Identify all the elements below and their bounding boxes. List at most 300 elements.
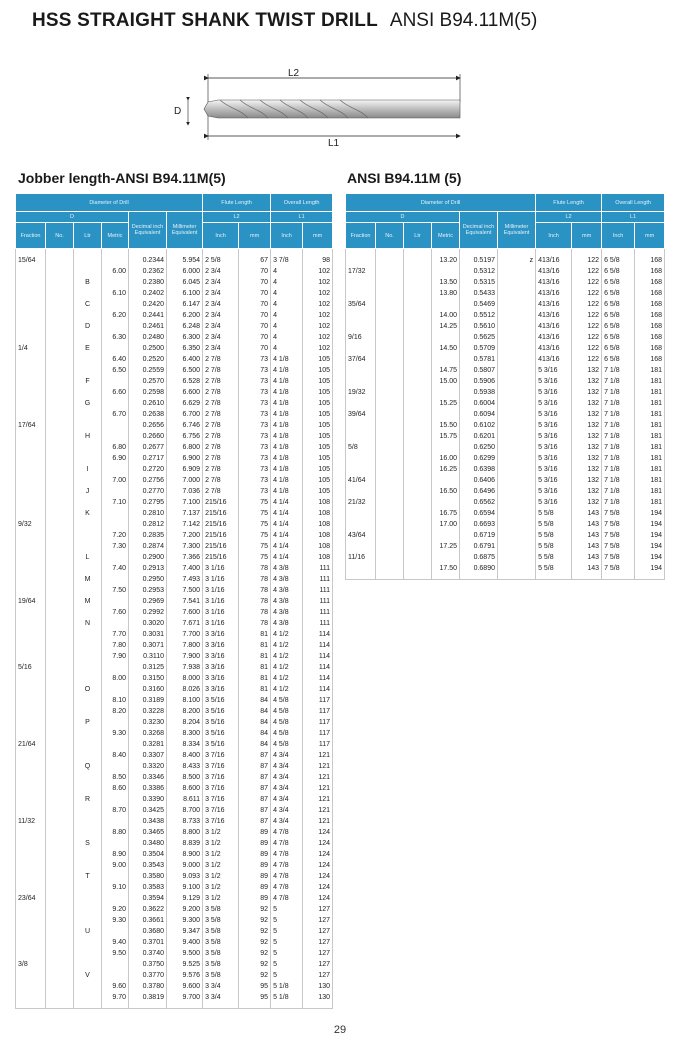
table-row — [16, 761, 333, 772]
mm-equivalent-cell — [498, 310, 536, 321]
decimal-cell: 0.2570 — [129, 376, 167, 387]
mm-equivalent-cell: 7.000 — [167, 475, 203, 486]
overall-mm-cell: 168 — [635, 321, 665, 332]
fraction-cell — [16, 541, 46, 552]
flute-mm-cell: 132 — [572, 453, 602, 464]
mm-equivalent-cell: 8.400 — [167, 750, 203, 761]
metric-cell — [102, 893, 129, 904]
overall-mm-cell: 121 — [303, 816, 333, 827]
letter-cell — [74, 651, 102, 662]
overall-mm-cell: 114 — [303, 629, 333, 640]
number-cell — [376, 288, 404, 299]
metric-cell — [102, 970, 129, 981]
decimal-cell: 0.5433 — [460, 288, 498, 299]
table-row — [16, 860, 333, 871]
table-row — [346, 398, 665, 409]
decimal-cell: 0.5610 — [460, 321, 498, 332]
letter-cell — [74, 607, 102, 618]
decimal-cell: 0.2950 — [129, 574, 167, 585]
decimal-cell: 0.3125 — [129, 662, 167, 673]
table-row — [16, 816, 333, 827]
decimal-cell: 0.6719 — [460, 530, 498, 541]
flute-inch-cell: 5 5/8 — [536, 563, 572, 574]
number-cell — [46, 684, 74, 695]
fraction-cell — [16, 772, 46, 783]
overall-inch-cell: 4 1/2 — [271, 651, 303, 662]
overall-mm-cell: 181 — [635, 420, 665, 431]
decimal-cell: 0.3770 — [129, 970, 167, 981]
table-row — [16, 508, 333, 519]
flute-inch-cell: 3 3/16 — [203, 662, 239, 673]
mm-equivalent-cell: 7.137 — [167, 508, 203, 519]
table-row — [346, 365, 665, 376]
overall-mm-cell: 105 — [303, 409, 333, 420]
fraction-cell — [16, 607, 46, 618]
letter-cell: L — [74, 552, 102, 563]
flute-mm-cell: 87 — [239, 783, 271, 794]
metric-cell: 14.75 — [432, 365, 460, 376]
mm-equivalent-cell: 6.800 — [167, 442, 203, 453]
flute-mm-cell: 70 — [239, 299, 271, 310]
mm-equivalent-cell: 8.800 — [167, 827, 203, 838]
flute-mm-cell: 73 — [239, 365, 271, 376]
letter-cell — [404, 343, 432, 354]
letter-cell — [74, 805, 102, 816]
drill-diagram — [160, 62, 500, 152]
flute-mm-cell: 132 — [572, 497, 602, 508]
mm-equivalent-cell — [498, 431, 536, 442]
metric-cell — [102, 761, 129, 772]
flute-inch-cell: 5 5/8 — [536, 530, 572, 541]
overall-mm-cell: 181 — [635, 486, 665, 497]
mm-equivalent-cell: 9.129 — [167, 893, 203, 904]
mm-equivalent-cell — [498, 277, 536, 288]
overall-inch-cell: 4 5/8 — [271, 739, 303, 750]
overall-mm-cell: 114 — [303, 640, 333, 651]
decimal-cell: 0.6094 — [460, 409, 498, 420]
metric-cell: 7.20 — [102, 530, 129, 541]
overall-mm-cell: 124 — [303, 838, 333, 849]
number-cell — [46, 277, 74, 288]
decimal-cell: 0.6890 — [460, 563, 498, 574]
mm-equivalent-cell: 6.350 — [167, 343, 203, 354]
letter-cell — [74, 420, 102, 431]
overall-mm-cell: 127 — [303, 937, 333, 948]
flute-mm-cell: 87 — [239, 816, 271, 827]
number-cell — [46, 442, 74, 453]
decimal-cell: 0.2756 — [129, 475, 167, 486]
flute-mm-cell: 84 — [239, 717, 271, 728]
fraction-cell — [16, 629, 46, 640]
fraction-cell — [346, 343, 376, 354]
table-row — [16, 530, 333, 541]
fraction-cell — [16, 805, 46, 816]
number-cell — [46, 706, 74, 717]
decimal-cell: 0.2461 — [129, 321, 167, 332]
metric-cell — [102, 420, 129, 431]
overall-inch-cell: 4 3/8 — [271, 563, 303, 574]
fraction-cell — [346, 541, 376, 552]
number-cell — [376, 475, 404, 486]
flute-length-header: Flute Length — [536, 194, 602, 212]
letter-cell — [74, 266, 102, 277]
table-row — [346, 376, 665, 387]
flute-inch-cell: 3 5/8 — [203, 970, 239, 981]
table-row — [16, 288, 333, 299]
number-cell — [46, 640, 74, 651]
overall-inch-cell: 4 1/2 — [271, 684, 303, 695]
flute-mm-cell: 70 — [239, 288, 271, 299]
decimal-cell: 0.3438 — [129, 816, 167, 827]
overall-inch-cell: 7 1/8 — [602, 453, 635, 464]
metric-cell: 9.30 — [102, 915, 129, 926]
number-cell — [46, 288, 74, 299]
metric-cell: 13.80 — [432, 288, 460, 299]
mm-equivalent-cell: 9.525 — [167, 959, 203, 970]
flute-inch-cell: 3 5/16 — [203, 739, 239, 750]
decimal-cell: 0.2598 — [129, 387, 167, 398]
flute-mm-cell: 92 — [239, 915, 271, 926]
flute-inch-cell: 3 5/8 — [203, 926, 239, 937]
number-cell — [376, 255, 404, 266]
metric-cell: 16.50 — [432, 486, 460, 497]
table-row — [16, 431, 333, 442]
mm-equivalent-cell — [498, 288, 536, 299]
number-cell — [46, 937, 74, 948]
table-row — [346, 354, 665, 365]
flute-mm-cell: 75 — [239, 519, 271, 530]
overall-mm-cell: 102 — [303, 266, 333, 277]
flute-inch-cell: 413/16 — [536, 266, 572, 277]
flute-mm-cell: 84 — [239, 728, 271, 739]
flute-inch-cell: 2 7/8 — [203, 398, 239, 409]
mm-equivalent-cell: 9.700 — [167, 992, 203, 1003]
metric-cell: 14.25 — [432, 321, 460, 332]
flute-mm-cell: 143 — [572, 541, 602, 552]
table-row — [16, 266, 333, 277]
metric-cell: 7.80 — [102, 640, 129, 651]
flute-inch-cell: 3 5/8 — [203, 915, 239, 926]
fraction-cell — [16, 552, 46, 563]
decimal-cell: 0.3622 — [129, 904, 167, 915]
overall-inch-cell: 4 3/4 — [271, 783, 303, 794]
flute-mm-cell: 81 — [239, 662, 271, 673]
mm-equivalent-cell: 6.528 — [167, 376, 203, 387]
flute-inch-cell: 3 7/16 — [203, 761, 239, 772]
flute-mm-cell: 89 — [239, 893, 271, 904]
overall-inch-cell: 4 1/4 — [271, 530, 303, 541]
table-row — [16, 398, 333, 409]
decimal-cell: 0.2900 — [129, 552, 167, 563]
overall-mm-cell: 105 — [303, 453, 333, 464]
overall-inch-cell: 3 7/8 — [271, 255, 303, 266]
decimal-cell: 0.2660 — [129, 431, 167, 442]
decimal-cell: 0.6594 — [460, 508, 498, 519]
overall-mm-cell: 194 — [635, 519, 665, 530]
table-row — [16, 662, 333, 673]
letter-cell — [74, 310, 102, 321]
metric-cell: 14.50 — [432, 343, 460, 354]
mm-equivalent-cell: 8.500 — [167, 772, 203, 783]
mm-equivalent-header: Millimeter Equivalent — [498, 212, 536, 249]
overall-inch-cell: 4 5/8 — [271, 717, 303, 728]
overall-inch-cell: 7 5/8 — [602, 530, 635, 541]
letter-cell — [404, 420, 432, 431]
overall-mm-cell: 124 — [303, 882, 333, 893]
mm-equivalent-cell: 7.500 — [167, 585, 203, 596]
number-cell — [376, 453, 404, 464]
flute-mm-cell: 122 — [572, 288, 602, 299]
flute-mm-cell: 70 — [239, 310, 271, 321]
flute-mm-cell: 78 — [239, 585, 271, 596]
mm-equivalent-cell: 6.147 — [167, 299, 203, 310]
metric-header: Metric — [102, 223, 129, 249]
overall-mm-cell: 194 — [635, 563, 665, 574]
flute-mm-cell: 73 — [239, 376, 271, 387]
fraction-cell — [16, 508, 46, 519]
overall-inch-cell: 4 1/8 — [271, 475, 303, 486]
mm-equivalent-cell — [498, 497, 536, 508]
overall-mm-cell: 181 — [635, 365, 665, 376]
mm-equivalent-cell: 9.600 — [167, 981, 203, 992]
overall-mm-cell: 108 — [303, 552, 333, 563]
table-row — [346, 299, 665, 310]
flute-length-header: Flute Length — [203, 194, 271, 212]
number-cell — [46, 849, 74, 860]
mm-equivalent-cell: 7.800 — [167, 640, 203, 651]
overall-inch-cell: 6 5/8 — [602, 288, 635, 299]
overall-mm-cell: 168 — [635, 277, 665, 288]
flute-inch-cell: 5 3/16 — [536, 409, 572, 420]
flute-mm-cell: 132 — [572, 464, 602, 475]
table-row — [346, 255, 665, 266]
overall-inch-cell: 4 1/4 — [271, 497, 303, 508]
metric-cell: 7.00 — [102, 475, 129, 486]
number-cell — [46, 299, 74, 310]
overall-mm-cell: 168 — [635, 332, 665, 343]
flute-inch-cell: 3 5/8 — [203, 948, 239, 959]
metric-cell — [432, 497, 460, 508]
letter-cell: M — [74, 574, 102, 585]
ansi-table — [345, 193, 665, 580]
diagram-label-l1: L1 — [328, 138, 340, 149]
overall-inch-cell: 4 1/4 — [271, 508, 303, 519]
table-row — [346, 420, 665, 431]
metric-cell — [102, 662, 129, 673]
mm-equivalent-cell: 7.938 — [167, 662, 203, 673]
decimal-cell: 0.5469 — [460, 299, 498, 310]
decimal-cell: 0.5807 — [460, 365, 498, 376]
flute-mm-cell: 75 — [239, 508, 271, 519]
letter-cell — [404, 310, 432, 321]
overall-inch-cell: 4 1/8 — [271, 376, 303, 387]
fraction-cell: 17/64 — [16, 420, 46, 431]
fraction-cell — [16, 321, 46, 332]
mm-equivalent-cell: 6.746 — [167, 420, 203, 431]
number-cell — [376, 431, 404, 442]
flute-inch-cell: 2 7/8 — [203, 420, 239, 431]
table-row — [16, 596, 333, 607]
number-cell — [376, 420, 404, 431]
mm-equivalent-cell: 6.600 — [167, 387, 203, 398]
letter-cell — [404, 288, 432, 299]
spacer-row — [346, 574, 665, 580]
metric-cell: 8.40 — [102, 750, 129, 761]
metric-cell: 6.30 — [102, 332, 129, 343]
decimal-cell: 0.5197 — [460, 255, 498, 266]
flute-mm-cell: 87 — [239, 805, 271, 816]
number-cell — [46, 365, 74, 376]
decimal-header: Decimal inch Equivalent — [129, 212, 167, 249]
mm-equivalent-cell: 9.100 — [167, 882, 203, 893]
letter-cell — [74, 739, 102, 750]
flute-mm-header: mm — [239, 223, 271, 249]
overall-inch-cell: 4 3/4 — [271, 772, 303, 783]
flute-mm-cell: 143 — [572, 552, 602, 563]
flute-mm-cell: 87 — [239, 794, 271, 805]
flute-inch-cell: 2 5/8 — [203, 255, 239, 266]
mm-equivalent-cell: 6.100 — [167, 288, 203, 299]
fraction-cell — [16, 497, 46, 508]
letter-cell — [74, 563, 102, 574]
flute-mm-cell: 89 — [239, 827, 271, 838]
decimal-cell: 0.3580 — [129, 871, 167, 882]
overall-mm-cell: 114 — [303, 662, 333, 673]
mm-equivalent-cell: 7.200 — [167, 530, 203, 541]
table-row — [16, 970, 333, 981]
metric-cell: 8.60 — [102, 783, 129, 794]
overall-mm-cell: 124 — [303, 849, 333, 860]
mm-equivalent-cell: 8.000 — [167, 673, 203, 684]
letter-cell: F — [74, 376, 102, 387]
number-cell — [376, 541, 404, 552]
decimal-cell: 0.2362 — [129, 266, 167, 277]
flute-mm-cell: 87 — [239, 761, 271, 772]
metric-cell — [102, 959, 129, 970]
decimal-cell: 0.3819 — [129, 992, 167, 1003]
page-number: 29 — [333, 1024, 347, 1036]
letter-cell — [74, 475, 102, 486]
flute-mm-cell: 92 — [239, 959, 271, 970]
overall-mm-cell: 168 — [635, 354, 665, 365]
decimal-cell: 0.3189 — [129, 695, 167, 706]
fraction-cell: 37/64 — [346, 354, 376, 365]
flute-inch-cell: 5 3/16 — [536, 442, 572, 453]
overall-inch-cell: 4 3/8 — [271, 618, 303, 629]
letter-cell — [74, 849, 102, 860]
number-cell — [376, 497, 404, 508]
mm-equivalent-cell — [498, 420, 536, 431]
fraction-cell — [16, 838, 46, 849]
overall-inch-cell: 4 5/8 — [271, 695, 303, 706]
overall-mm-cell: 102 — [303, 299, 333, 310]
number-cell — [46, 948, 74, 959]
overall-inch-cell: 4 7/8 — [271, 871, 303, 882]
mm-equivalent-cell: 6.200 — [167, 310, 203, 321]
table-row — [16, 728, 333, 739]
flute-mm-cell: 73 — [239, 453, 271, 464]
mm-equivalent-cell — [498, 519, 536, 530]
overall-mm-cell: 105 — [303, 431, 333, 442]
number-cell — [46, 728, 74, 739]
metric-cell — [432, 266, 460, 277]
table-row — [16, 497, 333, 508]
letter-cell — [74, 706, 102, 717]
number-cell — [46, 409, 74, 420]
decimal-cell: 0.3150 — [129, 673, 167, 684]
metric-header: Metric — [432, 223, 460, 249]
overall-mm-cell: 181 — [635, 387, 665, 398]
title-text: HSS STRAIGHT SHANK TWIST DRILL — [32, 10, 378, 31]
letter-header: Ltr — [74, 223, 102, 249]
fraction-cell — [16, 299, 46, 310]
flute-inch-cell: 413/16 — [536, 343, 572, 354]
decimal-cell: 0.6496 — [460, 486, 498, 497]
letter-header: Ltr — [404, 223, 432, 249]
metric-cell: 9.30 — [102, 728, 129, 739]
table-row — [16, 893, 333, 904]
metric-cell: 9.50 — [102, 948, 129, 959]
diagram-label-d: D — [174, 106, 182, 117]
flute-mm-cell: 84 — [239, 706, 271, 717]
decimal-cell: 0.2380 — [129, 277, 167, 288]
overall-mm-cell: 108 — [303, 508, 333, 519]
mm-equivalent-cell: 8.204 — [167, 717, 203, 728]
letter-cell — [404, 431, 432, 442]
overall-inch-cell: 4 1/8 — [271, 354, 303, 365]
flute-mm-cell: 92 — [239, 970, 271, 981]
number-cell — [46, 475, 74, 486]
overall-inch-cell: 4 7/8 — [271, 882, 303, 893]
number-cell — [376, 266, 404, 277]
table-row — [16, 695, 333, 706]
fraction-cell: 9/16 — [346, 332, 376, 343]
flute-inch-cell: 413/16 — [536, 255, 572, 266]
decimal-cell: 0.2520 — [129, 354, 167, 365]
decimal-cell: 0.2812 — [129, 519, 167, 530]
overall-inch-cell: 4 3/8 — [271, 574, 303, 585]
flute-mm-cell: 70 — [239, 332, 271, 343]
fraction-cell — [16, 750, 46, 761]
flute-inch-cell: 2 7/8 — [203, 409, 239, 420]
mm-equivalent-cell — [498, 321, 536, 332]
overall-mm-cell: 194 — [635, 508, 665, 519]
letter-cell: R — [74, 794, 102, 805]
overall-mm-cell: 111 — [303, 563, 333, 574]
number-cell — [46, 838, 74, 849]
overall-mm-cell: 105 — [303, 365, 333, 376]
flute-mm-cell: 122 — [572, 343, 602, 354]
flute-inch-cell: 3 5/16 — [203, 695, 239, 706]
flute-mm-cell: 132 — [572, 442, 602, 453]
fraction-cell — [16, 486, 46, 497]
overall-inch-cell: 4 1/8 — [271, 464, 303, 475]
flute-inch-cell: 413/16 — [536, 277, 572, 288]
overall-inch-cell: 4 1/4 — [271, 552, 303, 563]
fraction-cell — [16, 882, 46, 893]
overall-mm-cell: 168 — [635, 299, 665, 310]
fraction-cell — [16, 618, 46, 629]
overall-mm-cell: 98 — [303, 255, 333, 266]
fraction-cell — [16, 376, 46, 387]
flute-mm-cell: 132 — [572, 398, 602, 409]
flute-inch-cell: 3 5/8 — [203, 959, 239, 970]
overall-mm-cell: 111 — [303, 596, 333, 607]
letter-cell — [74, 860, 102, 871]
fraction-cell — [16, 387, 46, 398]
overall-mm-cell: 102 — [303, 288, 333, 299]
fraction-cell — [16, 365, 46, 376]
